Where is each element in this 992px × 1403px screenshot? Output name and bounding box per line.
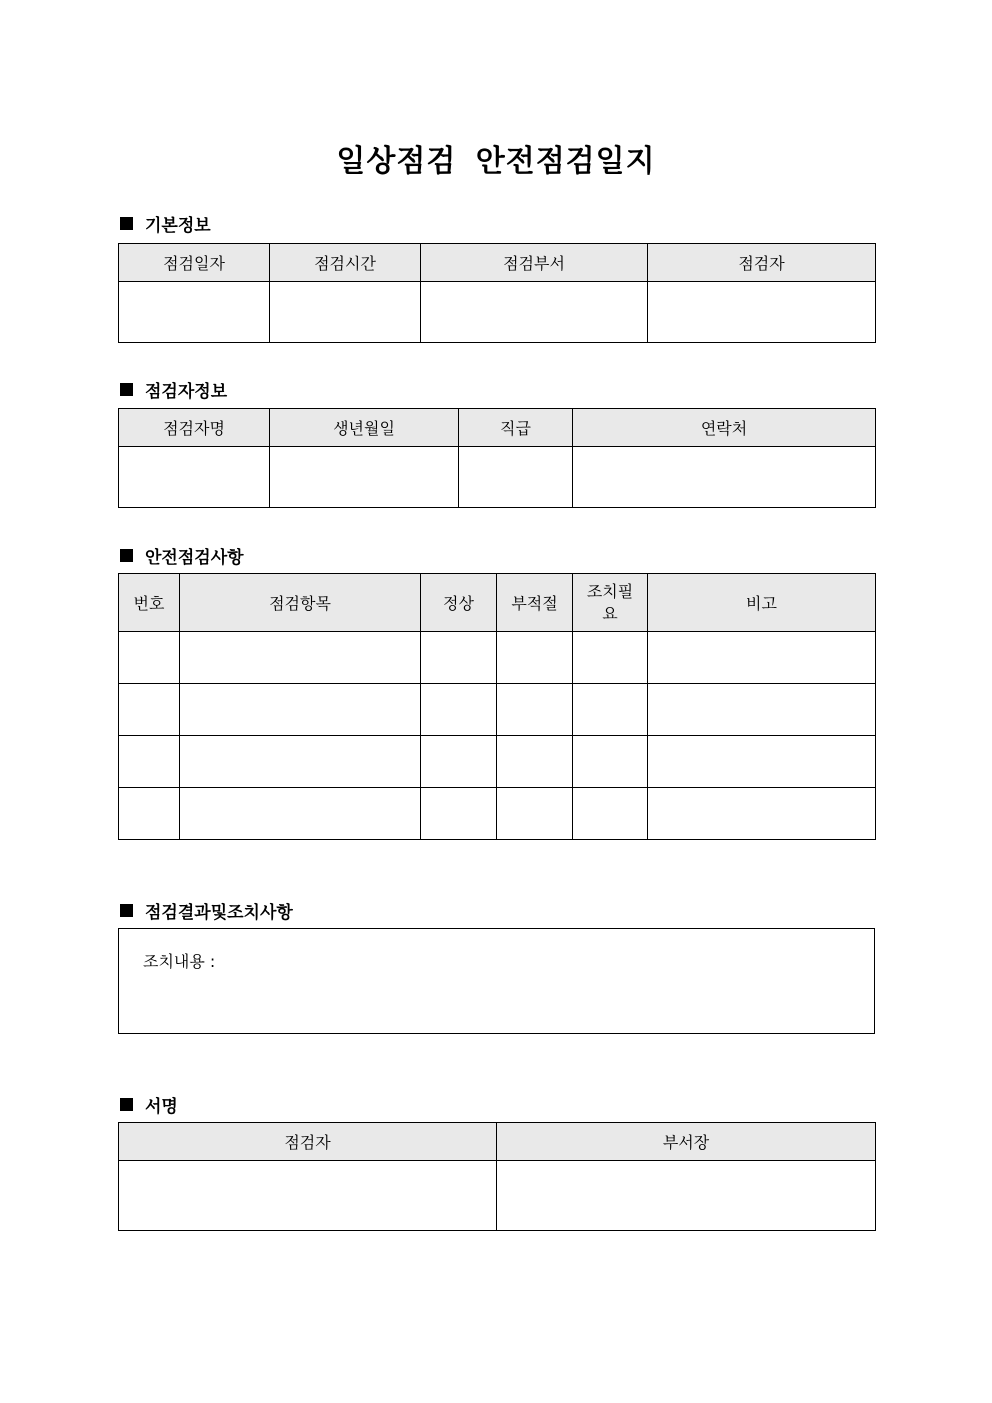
action-content-box[interactable]: [118, 928, 875, 1034]
item-cell[interactable]: [180, 736, 421, 788]
remarks-cell[interactable]: [648, 788, 876, 840]
item-cell[interactable]: [180, 684, 421, 736]
header-inspection-item: 점검항목: [180, 574, 421, 632]
table-row: [119, 736, 876, 788]
normal-cell[interactable]: [421, 788, 497, 840]
section-signature-title: 서명: [145, 1097, 178, 1117]
section-signature-heading: [120, 1092, 178, 1117]
header-inspection-time: 점검시간: [270, 244, 421, 282]
section-result-heading: [120, 898, 293, 923]
number-cell[interactable]: [119, 684, 180, 736]
inspection-items-table: [118, 573, 876, 840]
action-needed-cell[interactable]: [573, 684, 648, 736]
inspector-cell[interactable]: [648, 282, 876, 343]
header-action-needed: 조치필요: [573, 574, 648, 632]
inspection-date-cell[interactable]: [119, 282, 270, 343]
number-cell[interactable]: [119, 788, 180, 840]
square-bullet-icon: [120, 217, 133, 230]
normal-cell[interactable]: [421, 632, 497, 684]
remarks-cell[interactable]: [648, 736, 876, 788]
header-birthdate: 생년월일: [270, 409, 459, 447]
header-remarks: 비고: [648, 574, 876, 632]
section-items-heading: [120, 543, 244, 568]
square-bullet-icon: [120, 383, 133, 396]
section-items-title: 안전점검사항: [145, 548, 244, 568]
birthdate-cell[interactable]: [270, 447, 459, 508]
improper-cell[interactable]: [497, 736, 573, 788]
inspection-time-cell[interactable]: [270, 282, 421, 343]
square-bullet-icon: [120, 1098, 133, 1111]
signature-inspector-cell[interactable]: [119, 1161, 497, 1231]
table-row: [119, 788, 876, 840]
signature-table: [118, 1122, 876, 1231]
header-contact: 연락처: [573, 409, 876, 447]
improper-cell[interactable]: [497, 632, 573, 684]
normal-cell[interactable]: [421, 736, 497, 788]
remarks-cell[interactable]: [648, 684, 876, 736]
header-inspection-dept: 점검부서: [421, 244, 648, 282]
signature-dept-head-cell[interactable]: [497, 1161, 876, 1231]
rank-cell[interactable]: [459, 447, 573, 508]
inspector-name-cell[interactable]: [119, 447, 270, 508]
header-signature-dept-head: 부서장: [497, 1123, 876, 1161]
section-inspector-heading: [120, 377, 227, 402]
section-basic-title: 기본정보: [145, 216, 211, 236]
normal-cell[interactable]: [421, 684, 497, 736]
square-bullet-icon: [120, 904, 133, 917]
header-improper: 부적절: [497, 574, 573, 632]
header-normal: 정상: [421, 574, 497, 632]
section-inspector-title: 점검자정보: [145, 382, 228, 402]
header-inspector-name: 점검자명: [119, 409, 270, 447]
action-needed-cell[interactable]: [573, 736, 648, 788]
improper-cell[interactable]: [497, 684, 573, 736]
action-content-label: 조치내용 :: [143, 952, 216, 971]
number-cell[interactable]: [119, 736, 180, 788]
header-number: 번호: [119, 574, 180, 632]
action-needed-cell[interactable]: [573, 788, 648, 840]
inspection-dept-cell[interactable]: [421, 282, 648, 343]
action-needed-cell[interactable]: [573, 632, 648, 684]
table-row: [119, 632, 876, 684]
section-result-title: 점검결과및조치사항: [145, 903, 293, 923]
item-cell[interactable]: [180, 788, 421, 840]
item-cell[interactable]: [180, 632, 421, 684]
square-bullet-icon: [120, 549, 133, 562]
number-cell[interactable]: [119, 632, 180, 684]
table-row: [119, 684, 876, 736]
improper-cell[interactable]: [497, 788, 573, 840]
section-basic-heading: [120, 211, 211, 236]
header-inspector: 점검자: [648, 244, 876, 282]
contact-cell[interactable]: [573, 447, 876, 508]
header-inspection-date: 점검일자: [119, 244, 270, 282]
header-rank: 직급: [459, 409, 573, 447]
header-signature-inspector: 점검자: [119, 1123, 497, 1161]
page-title: 일상점검 안전점검일지: [336, 144, 656, 179]
remarks-cell[interactable]: [648, 632, 876, 684]
inspector-info-table: [118, 408, 876, 508]
basic-info-table: [118, 243, 876, 343]
